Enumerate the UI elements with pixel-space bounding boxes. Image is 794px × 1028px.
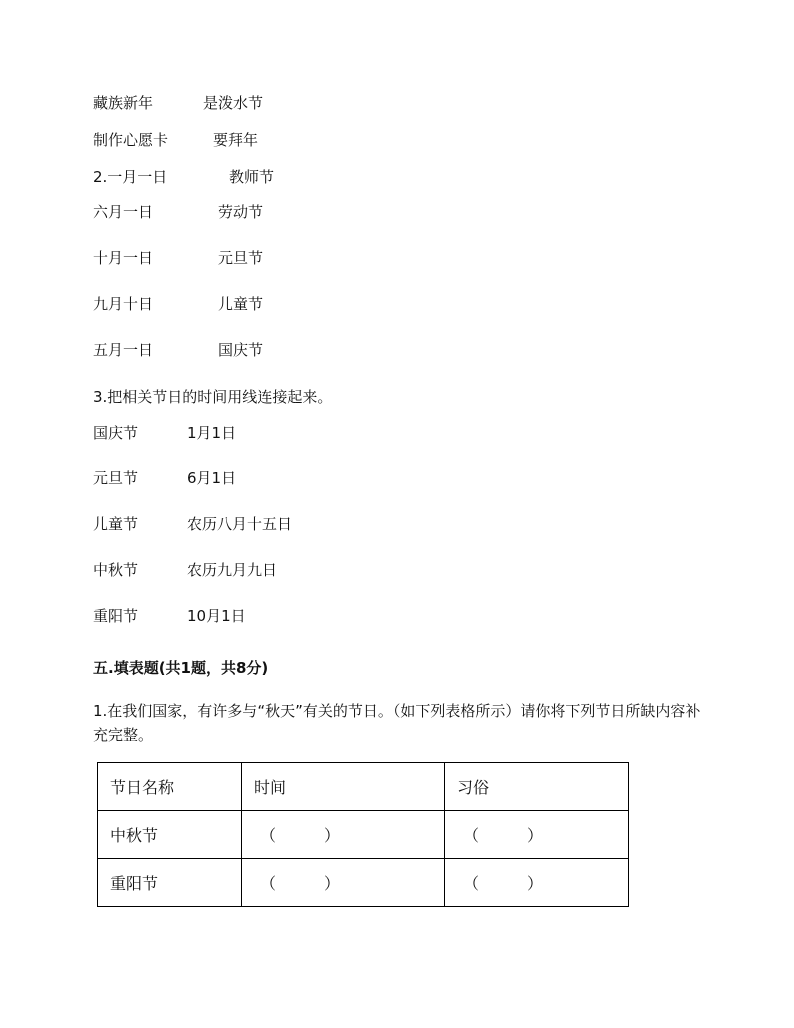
q3-title: 3.把相关节日的时间用线连接起来。	[93, 388, 333, 406]
q3-left-text-2: 元旦节	[93, 469, 139, 487]
time-blank-cell[interactable]	[242, 859, 445, 907]
question-paragraph: 1.在我们国家，有许多与“秋天”有关的节日。（如下列表格所示）请你将下列节日所缺内容补充完整。	[93, 702, 701, 744]
q1-left-text-2: 制作心愿卡	[93, 131, 169, 149]
table-header-row	[98, 763, 629, 811]
q2-left-text-5: 五月一日	[93, 341, 154, 359]
q3-left-text-3: 儿童节	[93, 515, 139, 533]
q2-right-text-2: 劳动节	[218, 203, 264, 221]
festival-name-cell: 重阳节	[98, 859, 242, 907]
q2-left-text-4: 九月十日	[93, 295, 154, 313]
time-blank[interactable]: （ ）	[260, 874, 341, 893]
q3-left-text-1: 国庆节	[93, 424, 139, 442]
q3-right-text-4: 农历九月九日	[187, 561, 278, 579]
q2-left-text-1: 2.一月一日	[93, 168, 168, 186]
table-header-cell: 时间	[242, 763, 445, 811]
table-header-cell: 习俗	[445, 763, 629, 811]
q2-left-text-2: 六月一日	[93, 203, 154, 221]
q3-right-text-3: 农历八月十五日	[187, 515, 293, 533]
festival-table	[97, 762, 629, 907]
table-row	[98, 859, 629, 907]
table-header-cell: 节日名称	[98, 763, 242, 811]
q2-left-text-3: 十月一日	[93, 249, 154, 267]
table-row	[98, 811, 629, 859]
q1-right-text-2: 要拜年	[213, 131, 259, 149]
custom-blank-cell[interactable]	[445, 859, 629, 907]
q2-right-text-1: 教师节	[229, 168, 275, 186]
q3-left-text-4: 中秋节	[93, 561, 139, 579]
q2-right-text-4: 儿童节	[218, 295, 264, 313]
q2-right-text-3: 元旦节	[218, 249, 264, 267]
q2-right-text-5: 国庆节	[218, 341, 264, 359]
festival-name-cell: 中秋节	[98, 811, 242, 859]
q3-left-text-5: 重阳节	[93, 607, 139, 625]
custom-blank[interactable]: （ ）	[463, 826, 544, 845]
q3-right-text-5: 10月1日	[187, 607, 246, 625]
custom-blank-cell[interactable]	[445, 811, 629, 859]
q3-right-text-1: 1月1日	[187, 424, 237, 442]
q3-right-text-2: 6月1日	[187, 469, 237, 487]
q1-right-text-1: 是泼水节	[203, 94, 264, 112]
time-blank[interactable]: （ ）	[260, 826, 341, 845]
time-blank-cell[interactable]	[242, 811, 445, 859]
q1-left-text-1: 藏族新年	[93, 94, 154, 112]
section-heading: 五.填表题(共1题，共8分)	[93, 659, 269, 677]
custom-blank[interactable]: （ ）	[463, 874, 544, 893]
